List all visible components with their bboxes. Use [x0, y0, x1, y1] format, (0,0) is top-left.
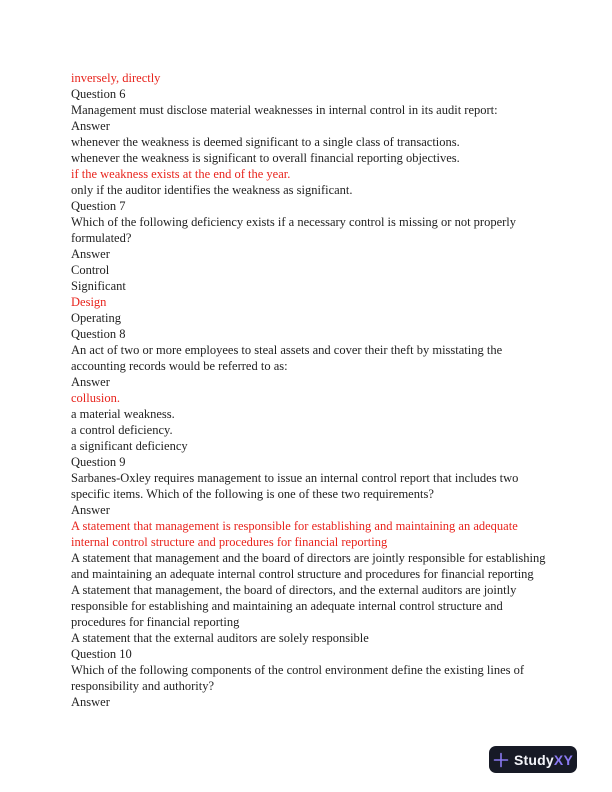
- text-line: A statement that the external auditors are solely responsible: [71, 631, 369, 645]
- text-line: accounting records would be referred to as:: [71, 359, 288, 373]
- logo-text-secondary: XY: [553, 751, 573, 768]
- text-line: Question 9: [71, 455, 126, 469]
- studyxy-logo: [489, 746, 577, 773]
- text-line: Question 10: [71, 647, 132, 661]
- text-line: Answer: [71, 695, 110, 709]
- text-line: A statement that management is responsible for establishing and maintaining an adequate: [71, 519, 518, 533]
- text-line: Answer: [71, 119, 110, 133]
- text-line: collusion.: [71, 391, 120, 405]
- logo-text-primary: Study: [514, 751, 554, 768]
- text-line: a material weakness.: [71, 407, 175, 421]
- text-line: Answer: [71, 247, 110, 261]
- document-body: [71, 70, 556, 710]
- text-line: A statement that management, the board of directors, and the external auditors are jointly: [71, 583, 517, 597]
- text-line: Control: [71, 263, 110, 277]
- text-line: internal control structure and procedures for financial reporting: [71, 535, 388, 549]
- text-line: Operating: [71, 311, 121, 325]
- text-line: inversely, directly: [71, 71, 161, 85]
- text-line: procedures for financial reporting: [71, 615, 240, 629]
- text-line: only if the auditor identifies the weakness as significant.: [71, 183, 353, 197]
- text-line: a control deficiency.: [71, 423, 173, 437]
- text-line: Which of the following components of the control environment define the existing lines of: [71, 663, 525, 677]
- text-line: Answer: [71, 503, 110, 517]
- text-line: Answer: [71, 375, 110, 389]
- text-line: responsible for establishing and maintaining an adequate internal control structure and: [71, 599, 503, 613]
- text-line: and maintaining an adequate internal control structure and procedures for financial reporting: [71, 567, 534, 581]
- text-line: responsibility and authority?: [71, 679, 215, 693]
- text-line: whenever the weakness is deemed significant to a single class of transactions.: [71, 135, 460, 149]
- text-line: Management must disclose material weaknesses in internal control in its audit report:: [71, 103, 498, 117]
- text-line: Question 7: [71, 199, 126, 213]
- text-line: Which of the following deficiency exists if a necessary control is missing or not properly: [71, 215, 517, 229]
- text-line: Question 8: [71, 327, 126, 341]
- text-line: Question 6: [71, 87, 126, 101]
- text-line: a significant deficiency: [71, 439, 188, 453]
- text-line: specific items. Which of the following is one of these two requirements?: [71, 487, 434, 501]
- text-line: A statement that management and the board of directors are jointly responsible for establishing: [71, 551, 546, 565]
- text-line: formulated?: [71, 231, 132, 245]
- text-line: An act of two or more employees to steal assets and cover their theft by misstating the: [71, 343, 503, 357]
- logo-wordmark: [514, 752, 573, 768]
- text-line: if the weakness exists at the end of the year.: [71, 167, 291, 181]
- text-line: Significant: [71, 279, 126, 293]
- text-line: Sarbanes-Oxley requires management to issue an internal control report that includes two: [71, 471, 519, 485]
- text-line: Design: [71, 295, 107, 309]
- text-line: whenever the weakness is significant to overall financial reporting objectives.: [71, 151, 460, 165]
- plus-icon: [493, 752, 509, 768]
